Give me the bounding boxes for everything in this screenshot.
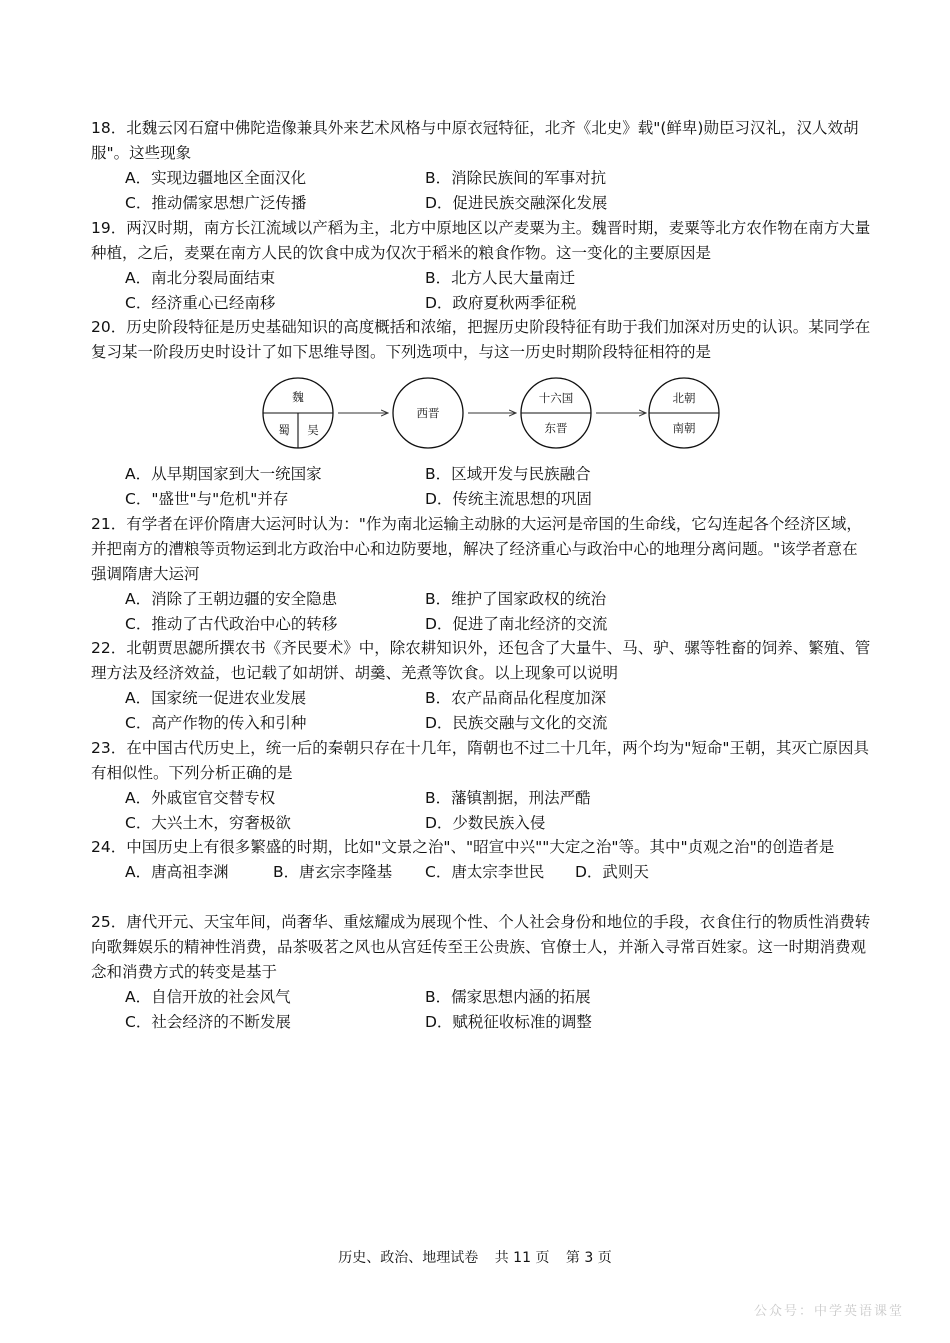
- option-a: A．从早期国家到大一统国家: [125, 465, 322, 483]
- question-24: [91, 835, 871, 885]
- question-stem: 25．唐代开元、天宝年间，尚奢华、重炫耀成为展现个性、个人社会身份和地位的手段，衣食住行的物质性消费转向歌舞娱乐的精神性消费，品茶吸茗之风也从宫廷传至王公贵族、官僚士人，并渐入寻常百姓家。这一时期消费观念和消费方式的转变是基于: [91, 913, 871, 981]
- option-c: C．社会经济的不断发展: [125, 1013, 291, 1031]
- options-row: [91, 860, 871, 885]
- footer-page-number: 第 3 页: [565, 1250, 612, 1266]
- option-a: A．外戚宦官交替专权: [125, 789, 276, 807]
- option-b: B．区域开发与民族融合: [425, 465, 591, 483]
- footer-subject: 历史、政治、地理试卷: [338, 1250, 479, 1266]
- label-16-kingdoms: 十六国: [538, 391, 574, 405]
- option-c: C．推动儒家思想广泛传播: [125, 194, 307, 212]
- options-row: [91, 462, 871, 487]
- option-d: D．少数民族入侵: [425, 814, 546, 832]
- option-c: C．经济重心已经南移: [125, 294, 276, 312]
- question-22: [91, 636, 871, 736]
- option-a: A．南北分裂局面结束: [125, 269, 276, 287]
- question-stem: 21．有学者在评价隋唐大运河时认为："作为南北运输主动脉的大运河是帝国的生命线，它勾连起各个经济区域，并把南方的漕粮等贡物运到北方政治中心和边防要地，解决了经济重心与政治中心的地理分离问题。"该学者意在强调隋唐大运河: [91, 515, 862, 583]
- option-d: D．武则天: [575, 863, 649, 881]
- option-c: C．推动了古代政治中心的转移: [125, 615, 338, 633]
- option-c: C．"盛世"与"危机"并存: [125, 490, 289, 508]
- options-row: [91, 786, 871, 811]
- option-a: A．国家统一促进农业发展: [125, 689, 307, 707]
- circle-north-south-dynasties: [649, 378, 719, 448]
- option-c: C．高产作物的传入和引种: [125, 714, 307, 732]
- option-a: A．唐高祖李渊: [125, 863, 229, 881]
- option-b: B．维护了国家政权的统治: [425, 590, 607, 608]
- question-stem: 20．历史阶段特征是历史基础知识的高度概括和浓缩，把握历史阶段特征有助于我们加深对历史的认识。某同学在复习某一阶段历史时设计了如下思维导图。下列选项中，与这一历史时期阶段特征相符的是: [91, 318, 871, 361]
- options-row: [91, 266, 871, 291]
- watermark: 公众号：中学英语课堂: [753, 1304, 904, 1319]
- page-footer: [0, 1247, 950, 1267]
- options-row: [91, 487, 871, 512]
- question-stem: 18．北魏云冈石窟中佛陀造像兼具外来艺术风格与中原衣冠特征，北齐《北史》载"(鲜卑)勋臣习汉礼，汉人效胡服"。这些现象: [91, 119, 859, 162]
- mind-map-diagram: [262, 375, 722, 455]
- circle-16-kingdoms-dongjin: [521, 378, 591, 448]
- options-row: [91, 612, 871, 637]
- options-row: [91, 686, 871, 711]
- option-a: A．自信开放的社会风气: [125, 988, 291, 1006]
- question-19: [91, 216, 871, 316]
- options-row: [91, 1010, 871, 1035]
- options-row: [91, 166, 871, 191]
- option-d: D．政府夏秋两季征税: [425, 294, 577, 312]
- option-c: C．大兴土木，穷奢极欲: [125, 814, 291, 832]
- option-b: B．农产品商品化程度加深: [425, 689, 607, 707]
- question-stem: 23．在中国古代历史上，统一后的秦朝只存在十几年，隋朝也不过二十几年，两个均为"短命"王朝，其灭亡原因具有相似性。下列分析正确的是: [91, 739, 869, 782]
- option-b: B．北方人民大量南迁: [425, 269, 576, 287]
- option-d: D．促进了南北经济的交流: [425, 615, 608, 633]
- options-row: [91, 711, 871, 736]
- question-25: [91, 910, 871, 1035]
- option-d: D．传统主流思想的巩固: [425, 490, 592, 508]
- label-wei: 魏: [292, 390, 304, 404]
- options-row: [91, 191, 871, 216]
- label-dongjin: 东晋: [544, 421, 568, 435]
- options-row: [91, 587, 871, 612]
- label-beichao: 北朝: [672, 391, 696, 405]
- label-shu: 蜀: [278, 423, 290, 437]
- question-23: [91, 736, 871, 836]
- question-21: [91, 512, 871, 637]
- option-a: A．实现边疆地区全面汉化: [125, 169, 307, 187]
- circle-wei-shu-wu: [263, 378, 333, 448]
- option-b: B．儒家思想内涵的拓展: [425, 988, 591, 1006]
- options-row: [91, 985, 871, 1010]
- options-row: [91, 291, 871, 316]
- question-20-options: [91, 462, 871, 512]
- footer-total-pages: 共 11 页: [494, 1250, 550, 1266]
- question-18: [91, 116, 871, 216]
- option-d: D．赋税征收标准的调整: [425, 1013, 592, 1031]
- question-stem: 24．中国历史上有很多繁盛的时期，比如"文景之治"、"昭宣中兴""大定之治"等。其中"贞观之治"的创造者是: [91, 838, 835, 856]
- option-b: B．藩镇割据，刑法严酷: [425, 789, 591, 807]
- options-row: [91, 811, 871, 836]
- label-xijin: 西晋: [416, 406, 440, 420]
- question-20: [91, 315, 871, 365]
- option-d: D．民族交融与文化的交流: [425, 714, 608, 732]
- label-wu: 吴: [307, 423, 319, 437]
- question-stem: 22．北朝贾思勰所撰农书《齐民要术》中，除农耕知识外，还包含了大量牛、马、驴、骡等牲畜的饲养、繁殖、管理方法及经济效益，也记载了如胡饼、胡羹、羌煮等饮食。以上现象可以说明: [91, 639, 871, 682]
- option-c: C．唐太宗李世民: [425, 863, 545, 881]
- option-b: B．消除民族间的军事对抗: [425, 169, 607, 187]
- option-b: B．唐玄宗李隆基: [273, 863, 393, 881]
- question-stem: 19．两汉时期，南方长江流域以产稻为主，北方中原地区以产麦粟为主。魏晋时期，麦粟等北方农作物在南方大量种植，之后，麦粟在南方人民的饮食中成为仅次于稻米的粮食作物。这一变化的主要原因是: [91, 219, 871, 262]
- label-nanchao: 南朝: [672, 421, 696, 435]
- option-d: D．促进民族交融深化发展: [425, 194, 608, 212]
- circle-xijin: [393, 378, 463, 448]
- option-a: A．消除了王朝边疆的安全隐患: [125, 590, 338, 608]
